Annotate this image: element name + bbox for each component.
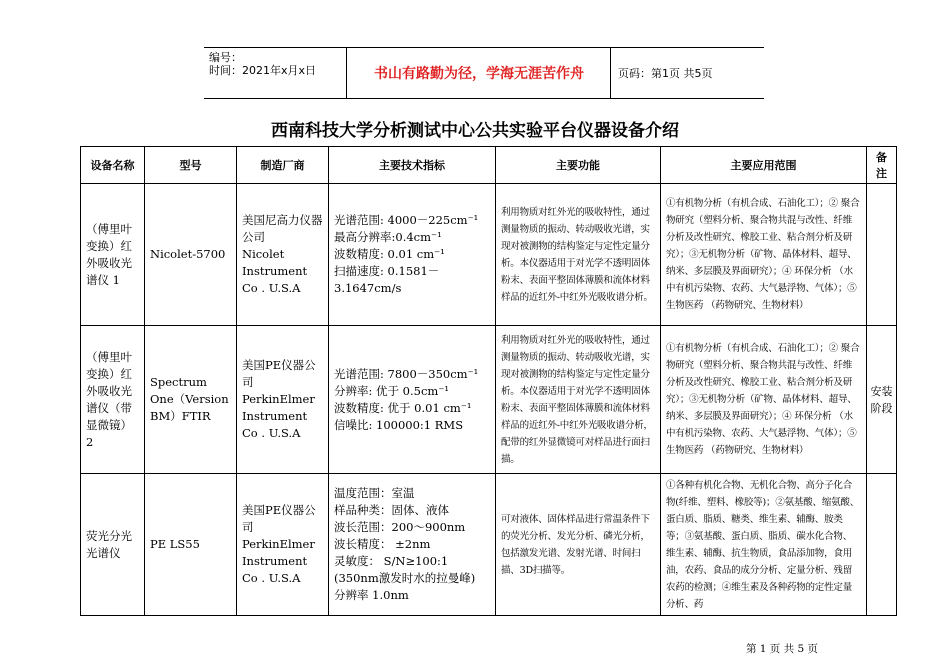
header-meta (204, 48, 347, 98)
header-motto: 书山有路勤为径，学海无涯苦作舟 (348, 48, 611, 98)
equipment-model: Nicolet-5700 (145, 184, 237, 326)
equipment-model: PE LS55 (145, 474, 237, 616)
table-row (81, 326, 897, 474)
equipment-note (867, 474, 897, 616)
column-header: 主要应用范围 (661, 147, 867, 184)
document-title: 西南科技大学分析测试中心公共实验平台仪器设备介绍 (271, 121, 679, 141)
column-header: 主要技术指标 (329, 147, 496, 184)
equipment-note (867, 184, 897, 326)
equipment-note: 安装阶段 (867, 326, 897, 474)
equipment-name: （傅里叶变换）红外吸收光谱仪 1 (81, 184, 145, 326)
column-header: 设备名称 (81, 147, 145, 184)
equipment-applications: ①各种有机化合物、无机化合物、高分子化合物(纤维、塑料、橡胶等)；②氨基酸、缩氨酸、蛋白质、脂质、糖类、维生素、辅酶、胺类等；③氨基酸、蛋白质、脂质、碳水化合物、维生素、辅酶、抗生物质，食品添加物，食用油，农药、食品的成分分析、定量分析、残留农药的检测；④维生素及各种药物的定性定量分析、药 (661, 474, 867, 616)
page-footer: 第 1 页 共 5 页 (745, 643, 818, 655)
equipment-maker: 美国PE仪器公司 PerkinElmer Instrument Co . U.S.A (237, 474, 329, 616)
table-row (81, 184, 897, 326)
equipment-name: 荧光分光光谱仪 (81, 474, 145, 616)
table-header-row (81, 147, 897, 184)
column-header: 型号 (145, 147, 237, 184)
equipment-function: 利用物质对红外光的吸收特性，通过测量物质的振动、转动吸收光谱，实现对被测物的结构鉴定与定性定量分析。本仪器适用于对光学不透明固体粉末、表面平整固体薄膜和流体材料样品的近红外-中红外光吸收谱分析。 (496, 184, 661, 326)
equipment-name: （傅里叶变换）红外吸收光谱仪（带显微镜）2 (81, 326, 145, 474)
page-header (204, 47, 764, 99)
equipment-maker: 美国尼高力仪器公司 Nicolet Instrument Co . U.S.A (237, 184, 329, 326)
equipment-function: 利用物质对红外光的吸收特性，通过测量物质的振动、转动吸收光谱，实现对被测物的结构鉴定与定性定量分析。本仪器适用于对光学不透明固体粉末、表面平整固体薄膜和流体材料样品的近红外-中红外光吸收谱分析，配带的红外显微镜可对样品进行面扫描。 (496, 326, 661, 474)
column-header: 主要功能 (496, 147, 661, 184)
header-page-info: 页码：第1页 共5页 (618, 67, 713, 80)
equipment-applications: ①有机物分析（有机合成、石油化工）；② 聚合物研究（塑料分析、聚合物共混与改性、纤维分析及改性研究、橡胶工业、粘合剂分析及研究）；③无机物分析（矿物、晶体材料、超导、纳米、多层膜及界面研究）；④ 环保分析 （水中有机污染物、农药、大气悬浮物、气体）；⑤ 生物医药 （药物研究、生物材料） (661, 184, 867, 326)
column-header: 备注 (867, 147, 897, 184)
equipment-applications: ①有机物分析（有机合成、石油化工）；② 聚合物研究（塑料分析、聚合物共混与改性、纤维分析及改性研究、橡胶工业、粘合剂分析及研究）；③无机物分析（矿物、晶体材料、超导、纳米、多层膜及界面研究）；④ 环保分析 （水中有机污染物、农药、大气悬浮物、气体）；⑤生物医药 （药物研究、生物材料） (661, 326, 867, 474)
document-time-label: 时间：2021年x月x日 (209, 64, 317, 77)
equipment-specs: 光谱范围: 7800－350cm⁻¹ 分辨率: 优于 0.5cm⁻¹ 波数精度: 优于 0.01 cm⁻¹ 信噪比: 100000:1 RMS (329, 326, 496, 474)
table-row (81, 474, 897, 616)
equipment-specs: 温度范围：室温 样品种类：固体、液体 波长范围：200～900nm 波长精度： ±2nm 灵敏度： S/N≥100:1 (350nm激发时水的拉曼峰) 分辨率 1.0nm (329, 474, 496, 616)
column-header: 制造厂商 (237, 147, 329, 184)
equipment-maker: 美国PE仪器公司 PerkinElmer Instrument Co . U.S.A (237, 326, 329, 474)
equipment-function: 可对液体、固体样品进行常温条件下的荧光分析、发光分析、磷光分析，包括激发光谱、发射光谱、时间扫描、3D扫描等。 (496, 474, 661, 616)
equipment-table (80, 146, 897, 616)
document-number-label: 编号： (209, 51, 242, 64)
equipment-model: Spectrum One（Version BM）FTIR (145, 326, 237, 474)
equipment-specs: 光谱范围: 4000－225cm⁻¹ 最高分辨率:0.4cm⁻¹ 波数精度: 0.01 cm⁻¹ 扫描速度: 0.1581－3.1647cm/s (329, 184, 496, 326)
